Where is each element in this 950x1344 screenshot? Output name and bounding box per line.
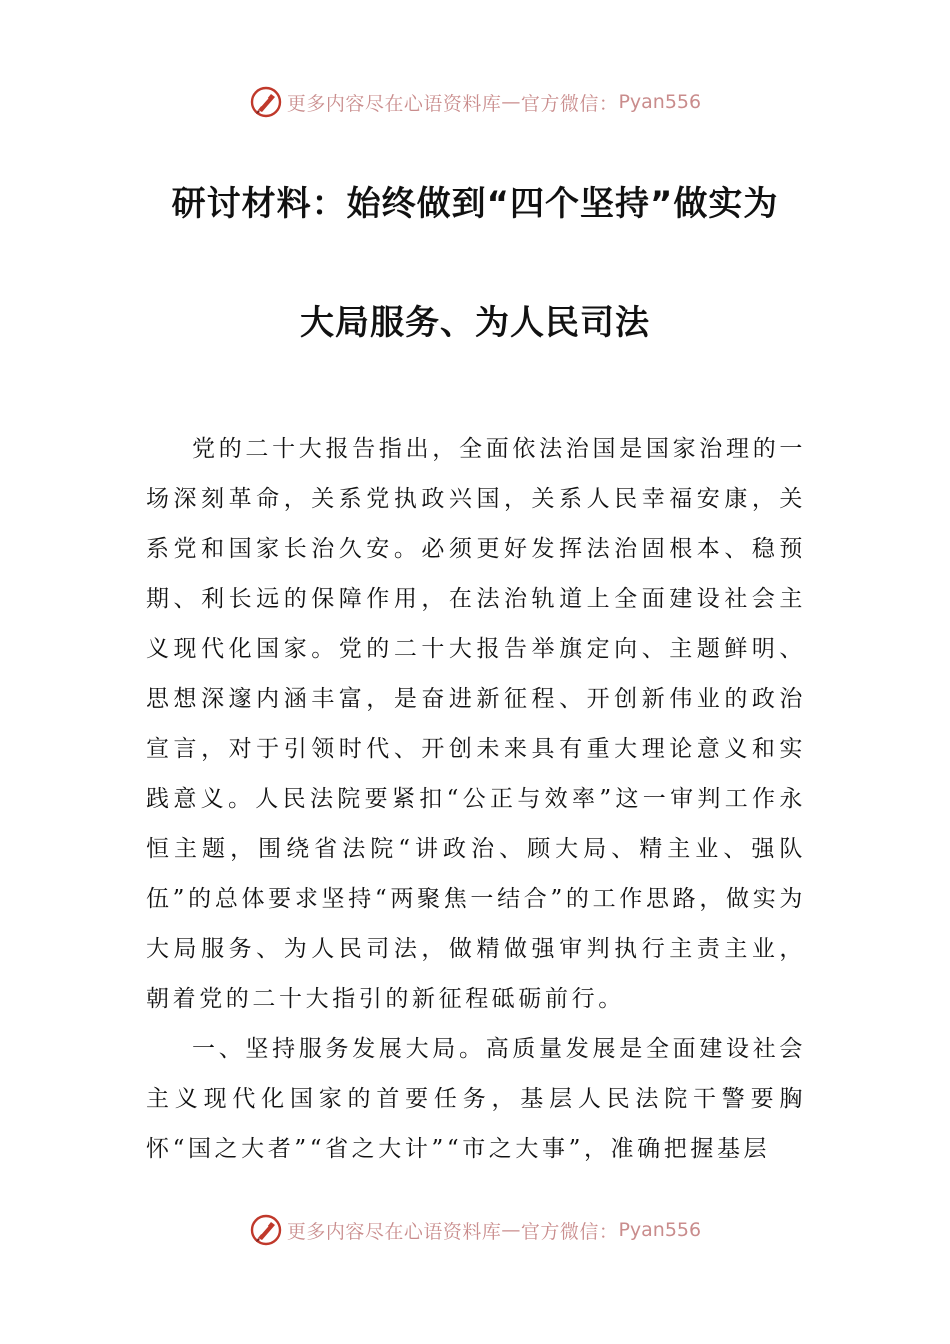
pen-logo-icon [249,85,283,119]
footer-banner-text: 更多内容尽在心语资料库 [286,1220,502,1243]
header-banner [0,82,950,122]
document-title-line-2: 大局服务、为人民司法 [300,303,650,343]
footer-banner-wechat-label: 官方微信： [520,1220,619,1243]
banner-dash: — [501,91,521,113]
banner-wechat-id: Pyan556 [618,91,702,113]
document-body [146,424,806,1174]
paragraph-1: 党的二十大报告指出，全面依法治国是国家治理的一场深刻革命，关系党执政兴国，关系人民幸福安康，关系党和国家长治久安。必须更好发挥法治固根本、稳预期、利长远的保障作用，在法治轨道上全面建设社会主义现代化国家。党的二十大报告举旗定向、主题鲜明、思想深邃内涵丰富，是奋进新征程、开创新伟业的政治宣言，对于引领时代、开创未来具有重大理论意义和实践意义。人民法院要紧扣“公正与效率”这一审判工作永恒主题，围绕省法院“讲政治、顾大局、精主业、强队伍”的总体要求坚持“两聚焦一结合”的工作思路，做实为大局服务、为人民司法，做精做强审判执行主责主业，朝着党的二十大指引的新征程砥砺前行。 [146,436,806,1012]
paragraph-2: 一、坚持服务发展大局。高质量发展是全面建设社会主义现代化国家的首要任务，基层人民法院干警要胸怀“国之大者”“省之大计”“市之大事”，准确把握基层 [146,1036,806,1162]
banner-wechat-label: 官方微信： [520,92,619,115]
banner-text: 更多内容尽在心语资料库 [286,92,502,115]
footer-banner-dash: — [501,1219,521,1241]
document-title-line-1: 研讨材料：始终做到“四个坚持”做实为 [171,184,779,224]
footer-banner-wechat-id: Pyan556 [618,1219,702,1241]
pen-logo-icon [249,1213,283,1247]
footer-banner [0,1210,950,1250]
